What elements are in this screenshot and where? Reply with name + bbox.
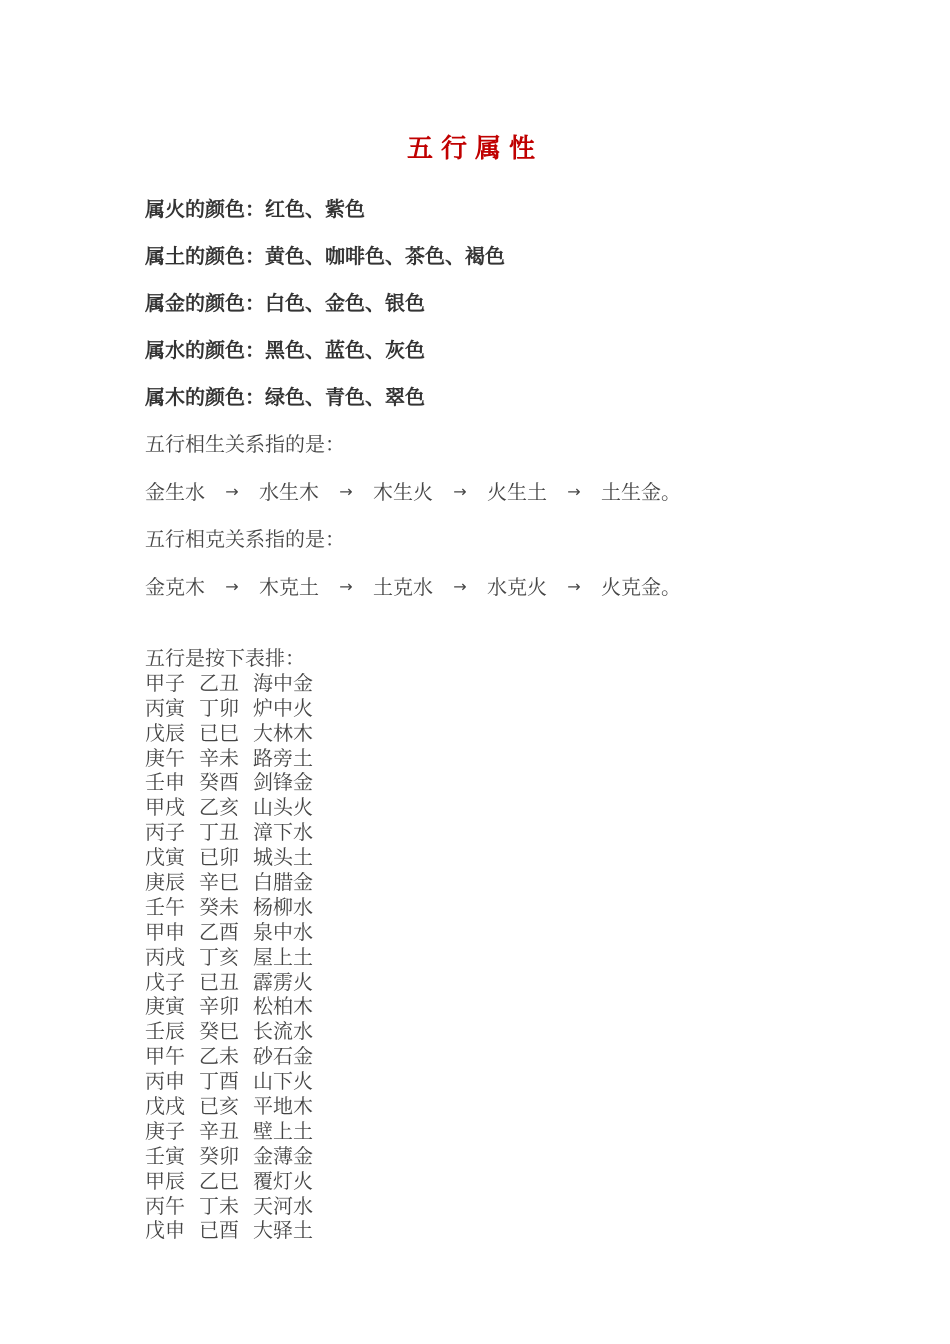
nayin-element-cell: 长流水	[253, 1019, 313, 1044]
nayin-element-cell: 金薄金	[253, 1143, 313, 1168]
arrow-icon: →	[567, 482, 581, 501]
generating-step: 金生水	[145, 480, 205, 504]
ganzhi-cell: 辛未	[199, 745, 239, 770]
ganzhi-cell: 壬申	[145, 770, 185, 795]
ganzhi-cell: 甲戌	[145, 795, 185, 820]
arrow-icon: →	[339, 577, 353, 596]
nayin-element-cell: 壁上土	[253, 1118, 313, 1143]
overcoming-step: 金克木	[145, 575, 205, 599]
ganzhi-cell: 丙子	[145, 820, 185, 845]
ganzhi-cell: 戊寅	[145, 845, 185, 870]
arrow-icon: →	[339, 482, 353, 501]
nayin-table	[145, 646, 333, 1243]
ganzhi-cell: 已酉	[199, 1218, 239, 1243]
table-row	[145, 820, 333, 845]
nayin-element-cell: 霹雳火	[253, 969, 313, 994]
nayin-element-cell: 松柏木	[253, 994, 313, 1019]
table-row	[145, 1194, 333, 1219]
ganzhi-cell: 丁未	[199, 1193, 239, 1218]
nayin-element-cell: 平地木	[253, 1094, 313, 1119]
nayin-element-cell: 剑锋金	[253, 770, 313, 795]
ganzhi-cell: 庚子	[145, 1118, 185, 1143]
color-line-wood: 属木的颜色：绿色、青色、翠色	[145, 385, 425, 409]
nayin-element-cell: 山下火	[253, 1069, 313, 1094]
nayin-element-cell: 漳下水	[253, 820, 313, 845]
generating-step: 水生木	[259, 480, 319, 504]
table-row	[145, 845, 333, 870]
ganzhi-cell: 戊戌	[145, 1094, 185, 1119]
nayin-element-cell: 杨柳水	[253, 894, 313, 919]
ganzhi-cell: 乙未	[199, 1044, 239, 1069]
ganzhi-cell: 乙巳	[199, 1168, 239, 1193]
table-row	[145, 1169, 333, 1194]
ganzhi-cell: 乙亥	[199, 795, 239, 820]
ganzhi-cell: 壬午	[145, 894, 185, 919]
ganzhi-cell: 辛巳	[199, 870, 239, 895]
ganzhi-cell: 壬辰	[145, 1019, 185, 1044]
ganzhi-cell: 丁丑	[199, 820, 239, 845]
generating-step: 火生土	[487, 480, 547, 504]
nayin-element-cell: 白腊金	[253, 870, 313, 895]
nayin-element-cell: 路旁土	[253, 745, 313, 770]
ganzhi-cell: 已卯	[199, 845, 239, 870]
ganzhi-cell: 癸卯	[199, 1143, 239, 1168]
ganzhi-cell: 乙酉	[199, 919, 239, 944]
table-row	[145, 1069, 333, 1094]
overcoming-step: 木克土	[259, 575, 319, 599]
generating-heading: 五行相生关系指的是：	[145, 432, 345, 456]
nayin-element-cell: 砂石金	[253, 1044, 313, 1069]
nayin-element-cell: 炉中火	[253, 695, 313, 720]
ganzhi-cell: 庚午	[145, 745, 185, 770]
ganzhi-cell: 辛丑	[199, 1118, 239, 1143]
color-line-metal: 属金的颜色：白色、金色、银色	[145, 291, 425, 315]
ganzhi-cell: 甲申	[145, 919, 185, 944]
table-row	[145, 1044, 333, 1069]
nayin-element-cell: 城头土	[253, 845, 313, 870]
overcoming-chain	[145, 573, 681, 601]
table-row	[145, 1119, 333, 1144]
table-row	[145, 870, 333, 895]
arrow-icon: →	[225, 577, 239, 596]
ganzhi-cell: 已巳	[199, 720, 239, 745]
nayin-element-cell: 屋上土	[253, 944, 313, 969]
ganzhi-cell: 丙寅	[145, 695, 185, 720]
ganzhi-cell: 庚辰	[145, 870, 185, 895]
table-heading	[145, 646, 333, 671]
ganzhi-cell: 丁亥	[199, 944, 239, 969]
color-line-earth: 属土的颜色：黄色、咖啡色、茶色、褐色	[145, 244, 505, 268]
ganzhi-cell: 戊辰	[145, 720, 185, 745]
table-row	[145, 895, 333, 920]
table-row	[145, 970, 333, 995]
ganzhi-cell: 癸巳	[199, 1019, 239, 1044]
arrow-icon: →	[225, 482, 239, 501]
table-row	[145, 721, 333, 746]
table-row	[145, 770, 333, 795]
nayin-element-cell: 海中金	[253, 670, 313, 695]
ganzhi-cell: 甲辰	[145, 1168, 185, 1193]
ganzhi-cell: 癸未	[199, 894, 239, 919]
ganzhi-cell: 甲子	[145, 670, 185, 695]
ganzhi-cell: 甲午	[145, 1044, 185, 1069]
overcoming-step: 水克火	[487, 575, 547, 599]
generating-step: 木生火	[373, 480, 433, 504]
ganzhi-cell: 丙戌	[145, 944, 185, 969]
nayin-element-cell: 天河水	[253, 1193, 313, 1218]
ganzhi-cell: 丙午	[145, 1193, 185, 1218]
ganzhi-cell: 庚寅	[145, 994, 185, 1019]
arrow-icon: →	[453, 482, 467, 501]
table-row	[145, 1019, 333, 1044]
color-line-water: 属水的颜色：黑色、蓝色、灰色	[145, 338, 425, 362]
arrow-icon: →	[453, 577, 467, 596]
color-line-fire: 属火的颜色：红色、紫色	[145, 197, 365, 221]
nayin-element-cell: 大驿土	[253, 1218, 313, 1243]
overcoming-step: 土克水	[373, 575, 433, 599]
ganzhi-cell: 丁酉	[199, 1069, 239, 1094]
generating-chain	[145, 478, 681, 506]
table-row	[145, 746, 333, 771]
table-row	[145, 994, 333, 1019]
nayin-element-cell: 山头火	[253, 795, 313, 820]
nayin-element-cell: 泉中水	[253, 919, 313, 944]
table-row	[145, 1144, 333, 1169]
ganzhi-cell: 已亥	[199, 1094, 239, 1119]
overcoming-step: 火克金。	[601, 575, 681, 599]
table-row	[145, 696, 333, 721]
ganzhi-cell: 丁卯	[199, 695, 239, 720]
page-title: 五行属性	[406, 134, 543, 164]
table-row	[145, 920, 333, 945]
ganzhi-cell: 癸酉	[199, 770, 239, 795]
ganzhi-cell: 丙申	[145, 1069, 185, 1094]
table-row	[145, 1218, 333, 1243]
ganzhi-cell: 辛卯	[199, 994, 239, 1019]
table-row	[145, 671, 333, 696]
arrow-icon: →	[567, 577, 581, 596]
table-row	[145, 1094, 333, 1119]
generating-step: 土生金。	[601, 480, 681, 504]
nayin-element-cell: 大林木	[253, 720, 313, 745]
ganzhi-cell: 已丑	[199, 969, 239, 994]
table-row	[145, 795, 333, 820]
table-heading-text: 五行是按下表排：	[145, 646, 305, 670]
ganzhi-cell: 戊申	[145, 1218, 185, 1243]
table-row	[145, 945, 333, 970]
ganzhi-cell: 戊子	[145, 969, 185, 994]
nayin-element-cell: 覆灯火	[253, 1168, 313, 1193]
ganzhi-cell: 乙丑	[199, 670, 239, 695]
overcoming-heading: 五行相克关系指的是：	[145, 527, 345, 551]
ganzhi-cell: 壬寅	[145, 1143, 185, 1168]
